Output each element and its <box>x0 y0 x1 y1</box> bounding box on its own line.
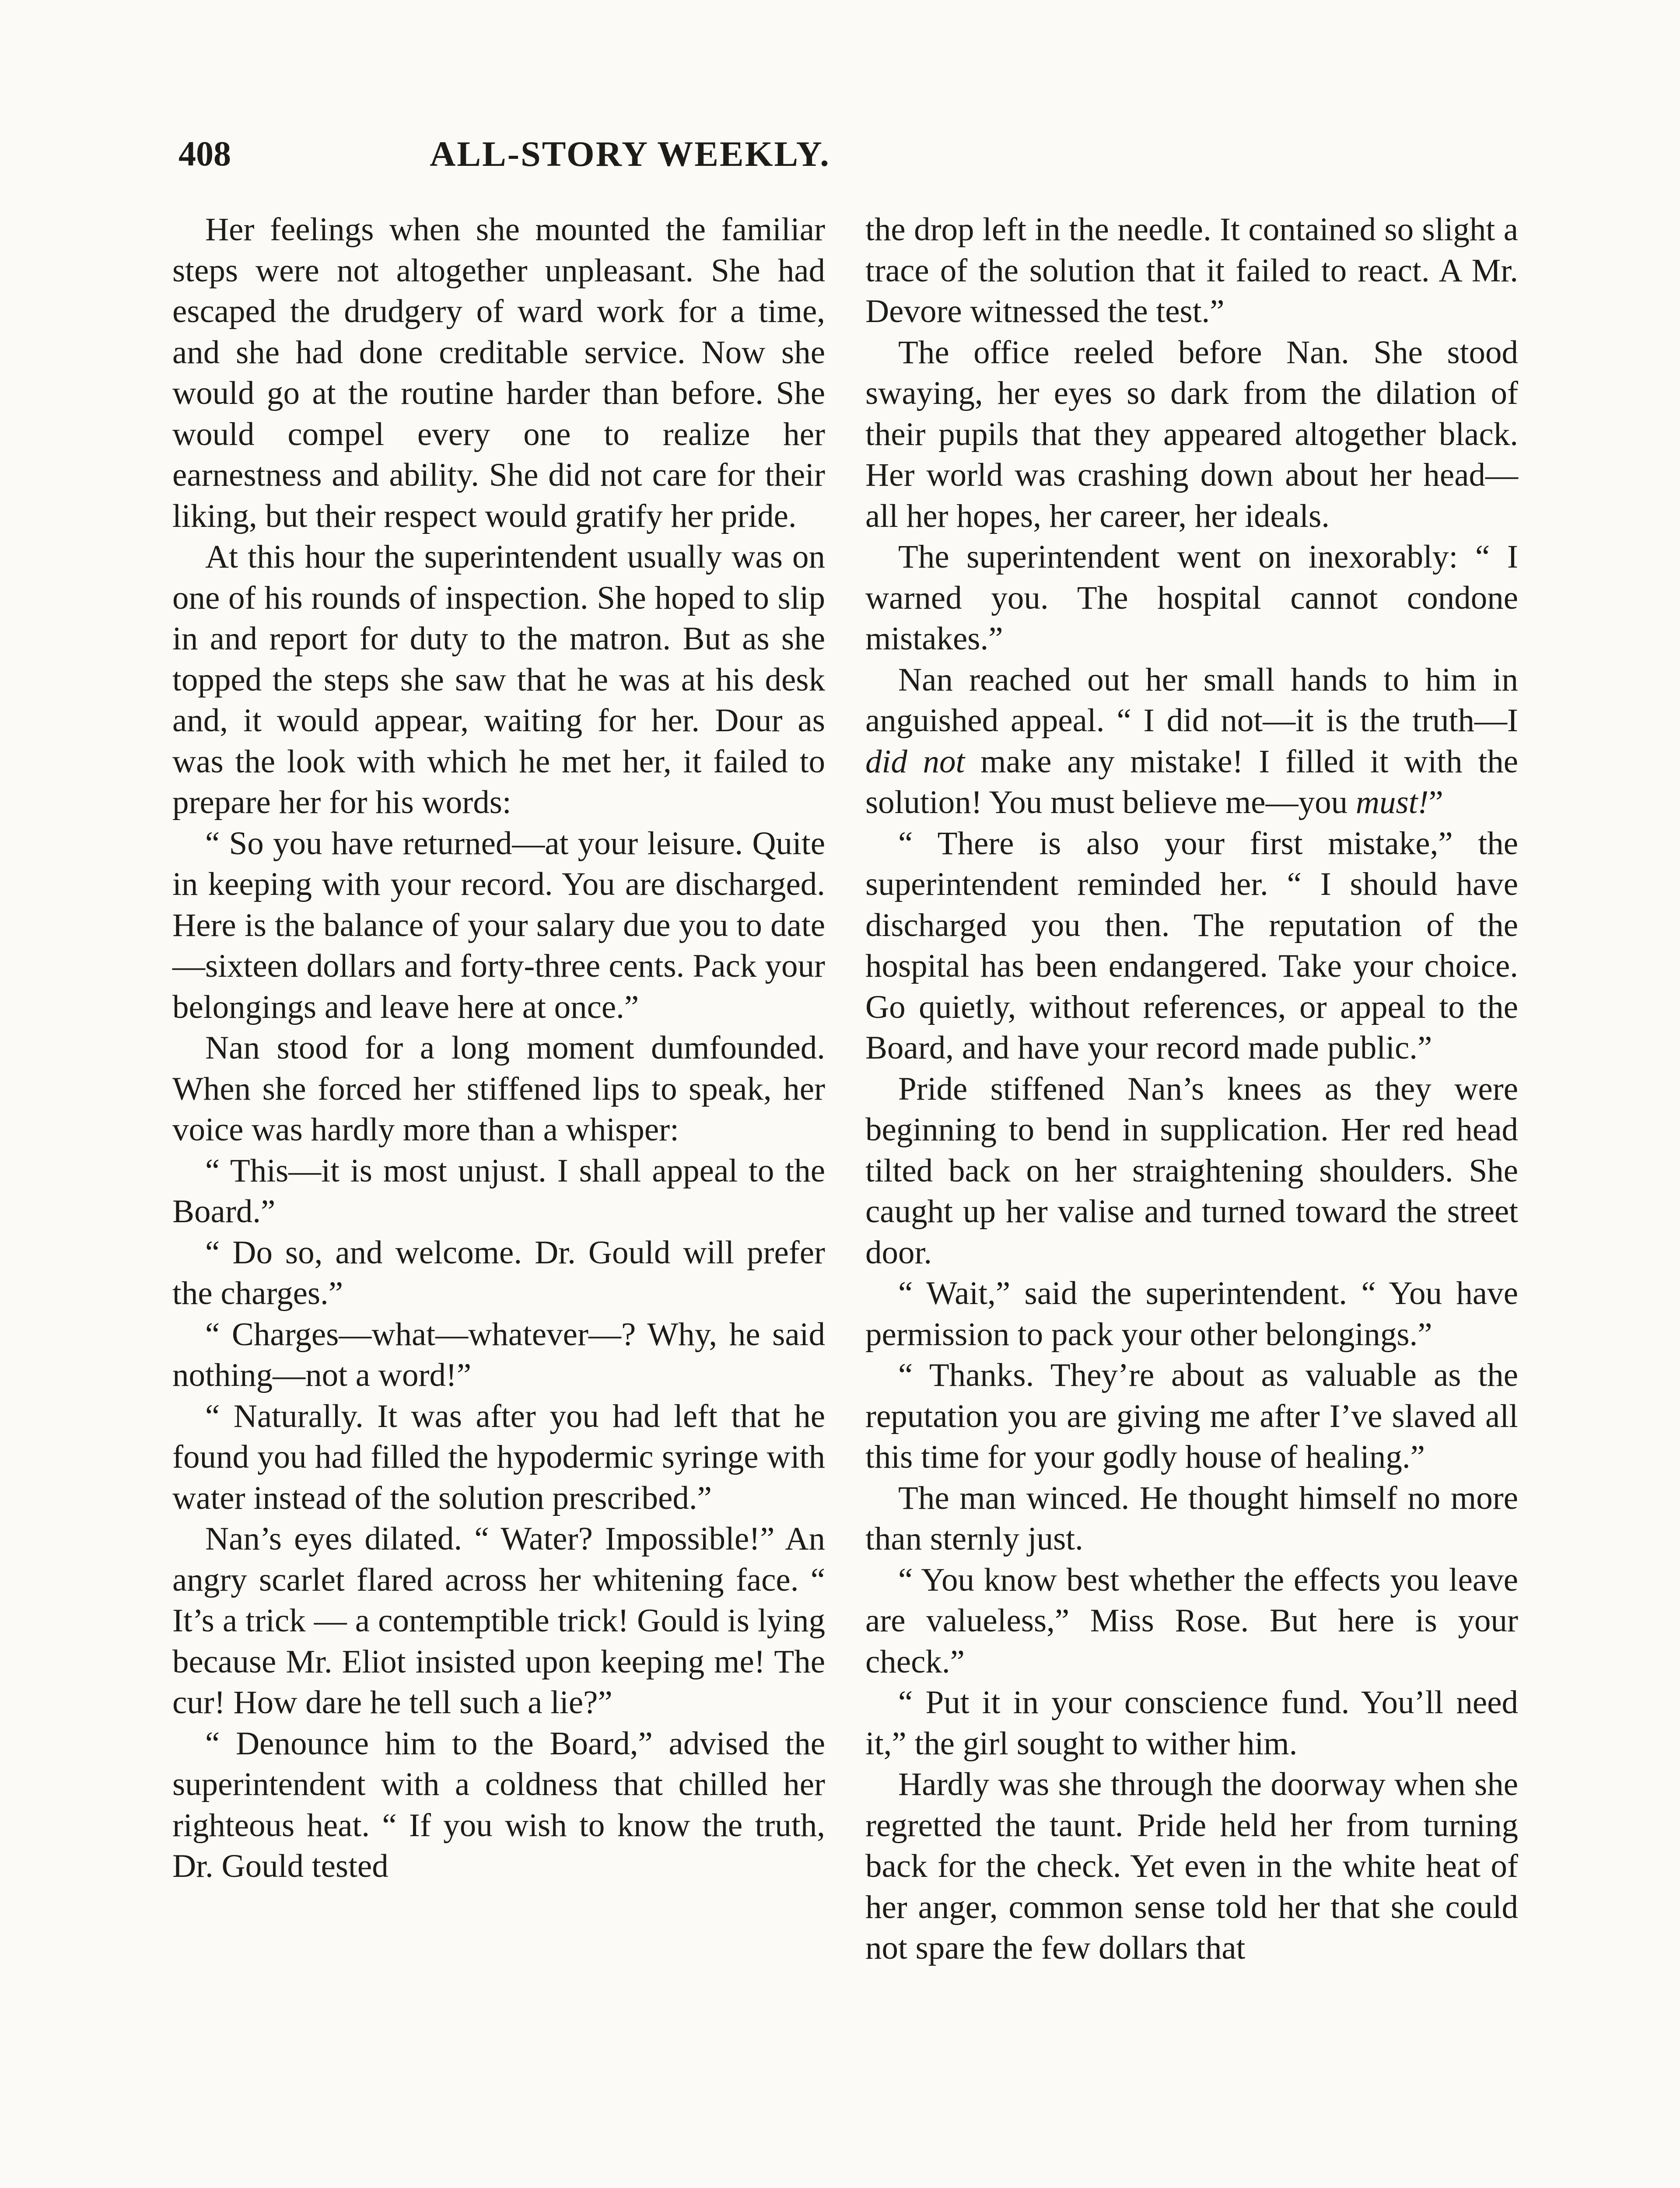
page-header <box>178 128 1082 180</box>
italic-emphasis: must! <box>1355 784 1429 820</box>
paragraph-text: Nan reached out her small hands to him in anguished appeal. “ I did not—it is the truth—I <box>865 661 1518 739</box>
paragraph: Pride stiffened Nan’s knees as they were beginning to bend in supplication. Her red head tilted back on her straightening shoulders. She caught up her valise and turned toward the street door. <box>865 1070 1518 1271</box>
italic-emphasis: did not <box>865 743 965 780</box>
left-column <box>172 209 825 1887</box>
paragraph: Hardly was she through the doorway when she regretted the taunt. Pride held her from turning back for the check. Yet even in the white heat of her anger, common sense told her that she could not spare the few dollars that <box>865 1766 1518 1966</box>
page-number: 408 <box>178 135 231 173</box>
paragraph: At this hour the superintendent usually was on one of his rounds of inspection. She hoped to slip in and report for duty to the matron. But as she topped the steps she saw that he was at his desk and, it would appear, waiting for her. Dour as was the look with which he met her, it failed to prepare her for his words: <box>172 539 825 820</box>
paragraph <box>865 659 1518 823</box>
running-head: ALL-STORY WEEKLY. <box>430 134 830 174</box>
paragraph: The man winced. He thought himself no more than sternly just. <box>865 1480 1518 1557</box>
paragraph: The office reeled before Nan. She stood swaying, her eyes so dark from the dilation of their pupils that they appeared altogether black. Her world was crashing down about her head—all her hopes, her career, her ideals. <box>865 334 1518 534</box>
paragraph: The superintendent went on inexorably: “ I warned you. The hospital cannot condone mistakes.” <box>865 539 1518 657</box>
paragraph: Nan stood for a long moment dumfounded. When she forced her stiffened lips to speak, her voice was hardly more than a whisper: <box>172 1030 825 1148</box>
paragraph-continued: the drop left in the needle. It contained so slight a trace of the solution that it failed to react. A Mr. Devore witnessed the test.” <box>865 211 1518 330</box>
right-column <box>865 209 1518 1969</box>
paragraph-text: make any mistake! I filled it with the solution! You must believe me—you <box>865 743 1518 820</box>
paragraph: “ Thanks. They’re about as valuable as the reputation you are giving me after I’ve slaved all this time for your godly house of healing.” <box>865 1357 1518 1475</box>
paragraph: Nan’s eyes dilated. “ Water? Impossible!” An angry scarlet flared across her whitening face. “ It’s a trick — a contemptible trick! Gould is lying because Mr. Eliot insisted upon keeping me! The cur! How dare he tell such a lie?” <box>172 1521 825 1721</box>
paragraph: “ You know best whether the effects you leave are valueless,” Miss Rose. But here is your check.” <box>865 1561 1518 1680</box>
paragraph: “ Naturally. It was after you had left that he found you had filled the hypodermic syringe with water instead of the solution prescribed.” <box>172 1398 825 1516</box>
paragraph: “ Do so, and welcome. Dr. Gould will prefer the charges.” <box>172 1234 825 1311</box>
paragraph: “ Denounce him to the Board,” advised the superintendent with a coldness that chilled her righteous heat. “ If you wish to know the truth, Dr. Gould tested <box>172 1725 825 1884</box>
paragraph-text: ” <box>1428 784 1443 820</box>
paragraph: “ So you have returned—at your leisure. Quite in keeping with your record. You are discharged. Here is the balance of your salary due you to date—sixteen dollars and forty-three cents. Pack your belongings and leave here at once.” <box>172 825 825 1025</box>
paragraph: “ Charges—what—whatever—? Why, he said nothing—not a word!” <box>172 1316 825 1393</box>
paragraph: “ Wait,” said the superintendent. “ You have permission to pack your other belongings.” <box>865 1275 1518 1353</box>
paragraph: “ This—it is most unjust. I shall appeal to the Board.” <box>172 1152 825 1230</box>
paragraph: Her feelings when she mounted the familiar steps were not altogether unpleasant. She had escaped the drudgery of ward work for a time, and she had done creditable service. Now she would go at the routine harder than before. She would compel every one to realize her earnestness and ability. She did not care for their liking, but their respect would gratify her pride. <box>172 211 825 534</box>
paragraph: “ There is also your first mistake,” the superintendent reminded her. “ I should have discharged you then. The reputation of the hospital has been endangered. Take your choice. Go quietly, without references, or appeal to the Board, and have your record made public.” <box>865 825 1518 1066</box>
paragraph: “ Put it in your conscience fund. You’ll need it,” the girl sought to wither him. <box>865 1684 1518 1762</box>
